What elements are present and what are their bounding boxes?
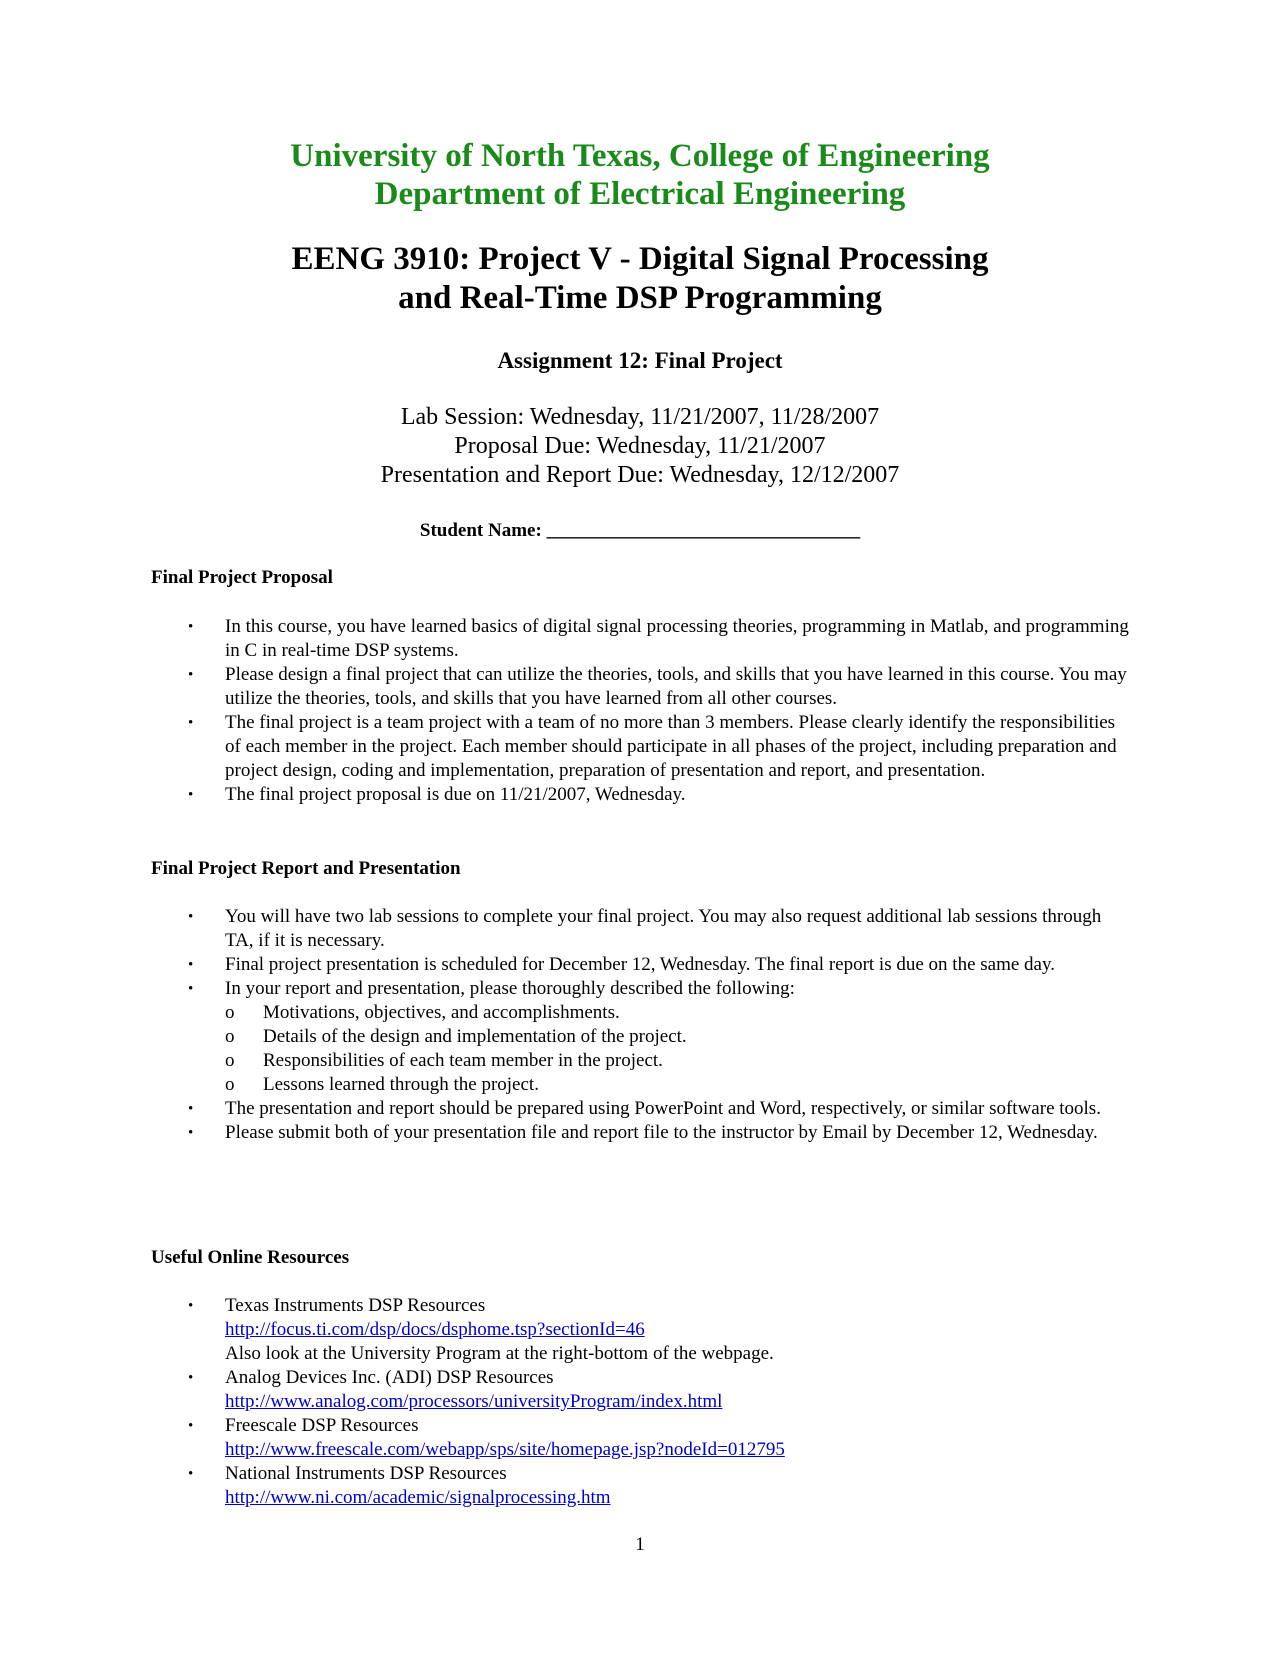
- resources-list: [151, 1294, 1131, 1510]
- sub-list-item: o Details of the design and implementation of the project.: [225, 1026, 687, 1047]
- list-item: [151, 1462, 1131, 1510]
- bullet-marker: •: [188, 981, 194, 997]
- bullet-marker: •: [188, 1418, 194, 1434]
- sub-bullet-marker: o: [225, 1026, 235, 1047]
- resource-link[interactable]: http://focus.ti.com/dsp/docs/dsphome.tsp?sectionId=46: [225, 1319, 645, 1340]
- resource-name: Freescale DSP Resources: [225, 1415, 419, 1436]
- sub-bullet-marker: o: [225, 1074, 235, 1095]
- list-item: • You will have two lab sessions to complete your final project. You may also request additional lab sessions through TA, if it is necessary.: [188, 906, 1102, 951]
- university-title: University of North Texas, College of Engineering: [290, 138, 990, 174]
- bullet-marker: •: [188, 619, 194, 635]
- assignment-title: Assignment 12: Final Project: [497, 348, 783, 373]
- resource-link[interactable]: http://www.ni.com/academic/signalprocessing.htm: [225, 1487, 611, 1508]
- bullet-marker: •: [188, 1466, 194, 1482]
- resource-link[interactable]: http://www.freescale.com/webapp/sps/site/homepage.jsp?nodeId=012795: [225, 1439, 785, 1460]
- list-item: • Please design a final project that can utilize the theories, tools, and skills that you have learned in this course. You may utilize the theories, tools, and skills that you have learned from all other courses.: [188, 664, 1127, 709]
- list-item: • The presentation and report should be prepared using PowerPoint and Word, respectively, or similar software tools.: [188, 1098, 1101, 1119]
- sub-list-item: o Motivations, objectives, and accomplishments.: [225, 1002, 620, 1023]
- bullet-marker: •: [188, 667, 194, 683]
- bullet-marker: •: [188, 787, 194, 803]
- list-item: • Please submit both of your presentation file and report file to the instructor by Email by December 12, Wednesday.: [188, 1122, 1098, 1143]
- resource-name: Analog Devices Inc. (ADI) DSP Resources: [225, 1367, 554, 1388]
- course-title-line2: and Real-Time DSP Programming: [398, 280, 882, 316]
- resources-section-title: Useful Online Resources: [151, 1247, 350, 1268]
- list-item: • Final project presentation is scheduled for December 12, Wednesday. The final report is due on the same day.: [188, 954, 1055, 975]
- list-item: [151, 1294, 1131, 1366]
- bullet-marker: •: [188, 1125, 194, 1141]
- proposal-due-date: Proposal Due: Wednesday, 11/21/2007: [454, 433, 826, 459]
- list-item: [151, 1366, 1131, 1414]
- resource-name: Texas Instruments DSP Resources: [225, 1295, 486, 1316]
- sub-list-item: o Lessons learned through the project.: [225, 1074, 539, 1095]
- proposal-section-title: Final Project Proposal: [151, 567, 333, 588]
- bullet-marker: •: [188, 1298, 194, 1314]
- resource-note: Also look at the University Program at the right-bottom of the webpage.: [225, 1343, 774, 1364]
- sub-bullet-marker: o: [225, 1002, 235, 1023]
- bullet-marker: •: [188, 909, 194, 925]
- sub-list-item: o Responsibilities of each team member in the project.: [225, 1050, 663, 1071]
- presentation-due-date: Presentation and Report Due: Wednesday, 12/12/2007: [380, 462, 900, 488]
- list-item: • The final project proposal is due on 11/21/2007, Wednesday.: [188, 784, 686, 805]
- report-list: [151, 905, 1131, 1145]
- bullet-marker: •: [188, 957, 194, 973]
- lab-session-date: Lab Session: Wednesday, 11/21/2007, 11/28/2007: [400, 404, 880, 430]
- proposal-list: [151, 615, 1131, 807]
- page-number: 1: [635, 1534, 645, 1555]
- list-item: • The final project is a team project with a team of no more than 3 members. Please clearly identify the responsibilities of each member in the project. Each member should participate in all phases of the project, including preparation and project design, coding and implementation, preparation of presentation and report, and presentation.: [188, 712, 1117, 781]
- bullet-marker: •: [188, 715, 194, 731]
- report-section-title: Final Project Report and Presentation: [151, 858, 461, 879]
- bullet-marker: •: [188, 1101, 194, 1117]
- resource-name: National Instruments DSP Resources: [225, 1463, 507, 1484]
- list-item: • In this course, you have learned basics of digital signal processing theories, programming in Matlab, and programming in C in real-time DSP systems.: [188, 616, 1129, 661]
- resource-link[interactable]: http://www.analog.com/processors/universityProgram/index.html: [225, 1391, 723, 1412]
- list-item: • In your report and presentation, please thoroughly described the following:: [188, 978, 795, 999]
- course-title-line1: EENG 3910: Project V - Digital Signal Processing: [291, 241, 989, 277]
- bullet-marker: •: [188, 1370, 194, 1386]
- sub-bullet-marker: o: [225, 1050, 235, 1071]
- student-name-field: Student Name: _________________________________: [419, 520, 861, 541]
- department-title: Department of Electrical Engineering: [374, 176, 906, 212]
- list-item: [151, 1414, 1131, 1462]
